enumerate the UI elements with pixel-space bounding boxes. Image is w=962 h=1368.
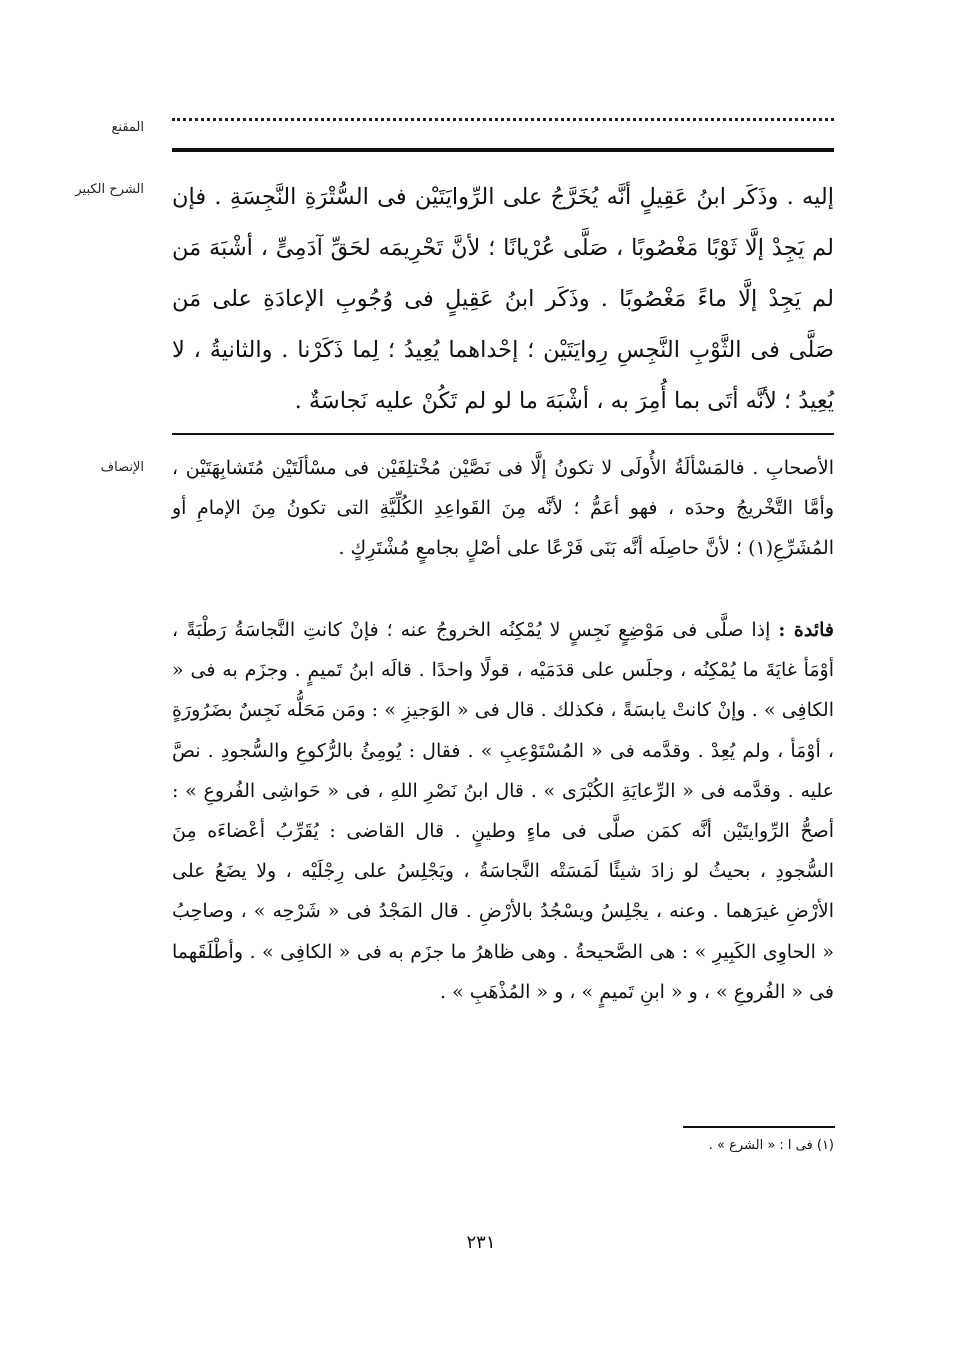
dotted-rule: [172, 118, 834, 121]
faida-label: فائدة :: [778, 619, 834, 641]
faida-paragraph: [172, 610, 834, 1012]
footnote-rule: [683, 1126, 835, 1128]
sharh-label: الشرح الكبير: [75, 182, 144, 197]
insaf-label: الإنصاف: [100, 460, 144, 475]
sharh-paragraph: إليه . وذَكَر ابنُ عَقِيلٍ أنَّه يُخَرَّجُ على الرِّوايَتَيْن فى السُّتْرَةِ النَّجِسَةِ . فإن لم يَجِدْ إلَّا ثَوْبًا مَغْصُوبًا ، صَلَّى عُرْيانًا ؛ لأنَّ تَحْرِيمَه لحَقِّ آدَمِىٍّ ، أشْبَهَ مَن لم يَجِدْ إلَّا ماءً مَغْصُوبًا . وذَكَر ابنُ عَقِيلٍ فى وُجُوبِ الإعادَةِ على مَن صَلَّى فى الثَّوْبِ النَّجِسِ رِوايَتَيْن ؛ إحْداهما يُعِيدُ ؛ لِما ذَكَرْنا . والثانيةُ ، لا يُعِيدُ ؛ لأنَّه أتَى بما أُمِرَ به ، أشْبَهَ ما لو لم تَكُنْ عليه نَجاسَةٌ .: [172, 184, 834, 414]
insaf-intro-paragraph: الأصحابِ . فالمَسْألَةُ الأُولَى لا تكونُ إلَّا فى نَصَّيْن مُخْتلِفَيْن فى مسْألَتَيْن مُتَشابِهَتَيْن ، وأمَّا التَّخْريجُ وحدَه ، فهو أعَمُّ ؛ لأنَّه مِنَ القَواعِدِ الكُلِّيَّةِ التى تكونُ مِنَ الإمامِ أو المُشَرِّعِ(١) ؛ لأنَّ حاصِلَه أنَّه بَنَى فَرْعًا على أصْلٍ بجامعٍ مُشْتَرِكٍ .: [172, 457, 834, 559]
insaf-intro-block: [172, 448, 834, 568]
section-divider: [172, 433, 834, 435]
faida-text: إذا صلَّى فى مَوْضِعٍ نَجِسٍ لا يُمْكِنُه الخروجُ عنه ؛ فإنْ كانتِ النَّجاسَةُ رَطْبَةً ، أوْمَأ غايَةَ ما يُمْكِنُه ، وجلَس على قدَمَيْه ، قولًا واحدًا . قالَه ابنُ تَميمٍ . وجزَم به فى « الكافِى » . وإنْ كانتْ يابسَةً ، فكذلك . قال فى « الوَجيزِ » : ومَن مَحَلُّه نَجِسٌ بضَرُورَةٍ ، أوْمَأ ، ولم يُعِدْ . وقدَّمه فى « المُسْتَوْعِبِ » . فقال : يُومِئُ بالرُّكوعِ والسُّجودِ . نصَّ عليه . وقدَّمه فى « الرِّعايَةِ الكُبْرَى » . قال ابنُ نَصْرِ اللهِ ، فى « حَواشِى الفُروعِ » : أصحُّ الرِّوايتَيْن أنَّه كمَن صلَّى فى ماءٍ وطينٍ . قال القاضى : يُقَرِّبُ أعْضاءَه مِنَ السُّجودِ ، بحيثُ لو زادَ شيئًا لَمَسَتْه النَّجاسَةُ ، ويَجْلِسُ على رِجْلَيْه ، ولا يضَعُ على الأرْضِ غيرَهما . وعنه ، يجْلِسُ ويسْجُدُ بالأرْضِ . قال المَجْدُ فى « شَرْحِه » ، وصاحِبُ « الحاوِى الكَبِيرِ » : هى الصَّحيحةُ . وهى ظاهرُ ما جزَم به فى « الكافِى » . وأطْلَقَهما فى « الفُروعِ » ، و « ابنِ تَميمٍ » ، و « المُذْهَبِ » .: [172, 619, 834, 1003]
sharh-text-block: [172, 172, 834, 427]
top-rule: [172, 148, 834, 152]
footnote: (١) فى ا : « الشرع » .: [708, 1138, 834, 1153]
running-title: المقنع: [111, 120, 144, 135]
faida-block: [172, 610, 834, 1012]
page-number: ٢٣١: [466, 1232, 496, 1253]
